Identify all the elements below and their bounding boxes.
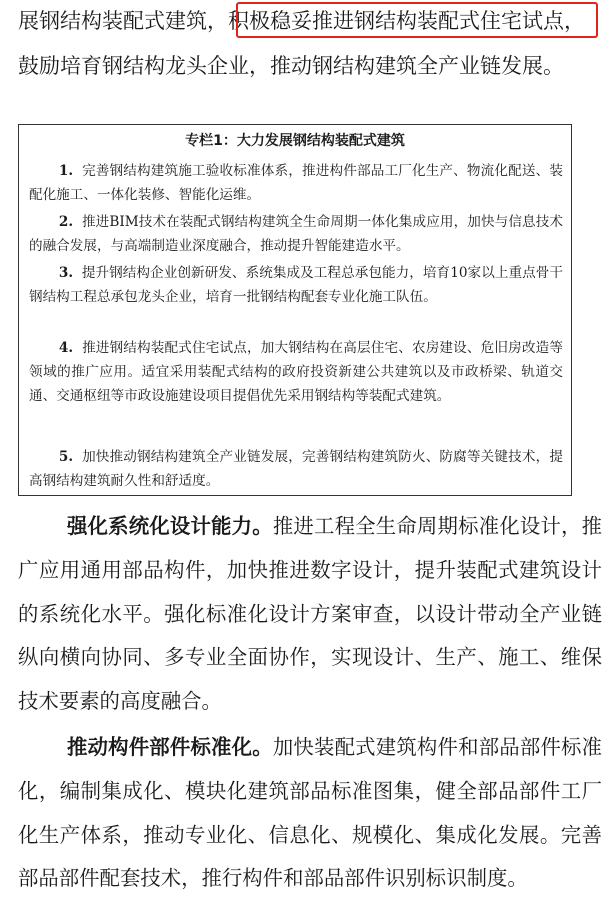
intro-line-2: 鼓励培育钢结构龙头企业，推动钢结构建筑全产业链发展。	[18, 54, 564, 78]
paragraph-standardization	[18, 726, 602, 901]
column-item	[29, 336, 563, 408]
item-number: 4.	[58, 340, 74, 356]
column-title: 专栏1：大力发展钢结构装配式建筑	[185, 133, 405, 149]
item-number: 1.	[58, 163, 74, 179]
item-text: 加快推动钢结构建筑全产业链发展，完善钢结构建筑防火、防腐等关键技术，提高钢结构建筑耐久性和舒适度。	[29, 449, 563, 489]
intro-line-1-highlighted-text: 积极稳妥推进钢结构装配式住宅试点，	[228, 9, 585, 33]
intro-line-1-prefix: 展钢结构装配式建筑，	[18, 9, 228, 33]
column-item	[29, 210, 563, 258]
column-item	[29, 261, 563, 309]
paragraph-lead: 推动构件部件标准化。	[66, 735, 273, 759]
item-number: 5.	[58, 449, 74, 465]
paragraph-lead: 强化系统化设计能力。	[66, 514, 273, 538]
highlight-box	[236, 2, 598, 38]
paragraph-text: 推进工程全生命周期标准化设计，推广应用通用部品构件，加快推进数字设计，提升装配式建筑设计的系统化水平。强化标准化设计方案审查，以设计带动全产业链纵向横向协同、多专业全面协作，实现设计、生产、施工、维保技术要素的高度融合。	[18, 514, 603, 714]
item-text: 提升钢结构企业创新研发、系统集成及工程总承包能力，培育10家以上重点骨干钢结构工程总承包龙头企业，培育一批钢结构配套专业化施工队伍。	[29, 265, 563, 305]
item-text: 推进BIM技术在装配式钢结构建筑全生命周期一体化集成应用，加快与信息技术的融合发展，与高端制造业深度融合，推动提升智能建造水平。	[29, 214, 563, 254]
item-text: 推进钢结构装配式住宅试点，加大钢结构在高层住宅、农房建设、危旧房改造等领域的推广应用。适宜采用装配式结构的政府投资新建公共建筑以及市政桥梁、轨道交通、交通枢纽等市政设施建设项目提倡优先采用钢结构等装配式建筑。	[29, 340, 563, 404]
item-number: 2.	[58, 214, 74, 230]
item-text: 完善钢结构建筑施工验收标准体系，推进构件部品工厂化生产、物流化配送、装配化施工、一体化装修、智能化运维。	[29, 163, 563, 203]
column-item	[29, 445, 563, 493]
column-item	[29, 159, 563, 207]
special-column-box	[18, 124, 572, 496]
item-number: 3.	[58, 265, 74, 281]
paragraph-system-design	[18, 505, 602, 724]
paragraph-text: 加快装配式建筑构件和部品部件标准化，编制集成化、模块化建筑部品标准图集，健全部品部件工厂化生产体系，推动专业化、信息化、规模化、集成化发展。完善部品部件配套技术，推行构件和部品部件识别标识制度。	[18, 735, 603, 891]
